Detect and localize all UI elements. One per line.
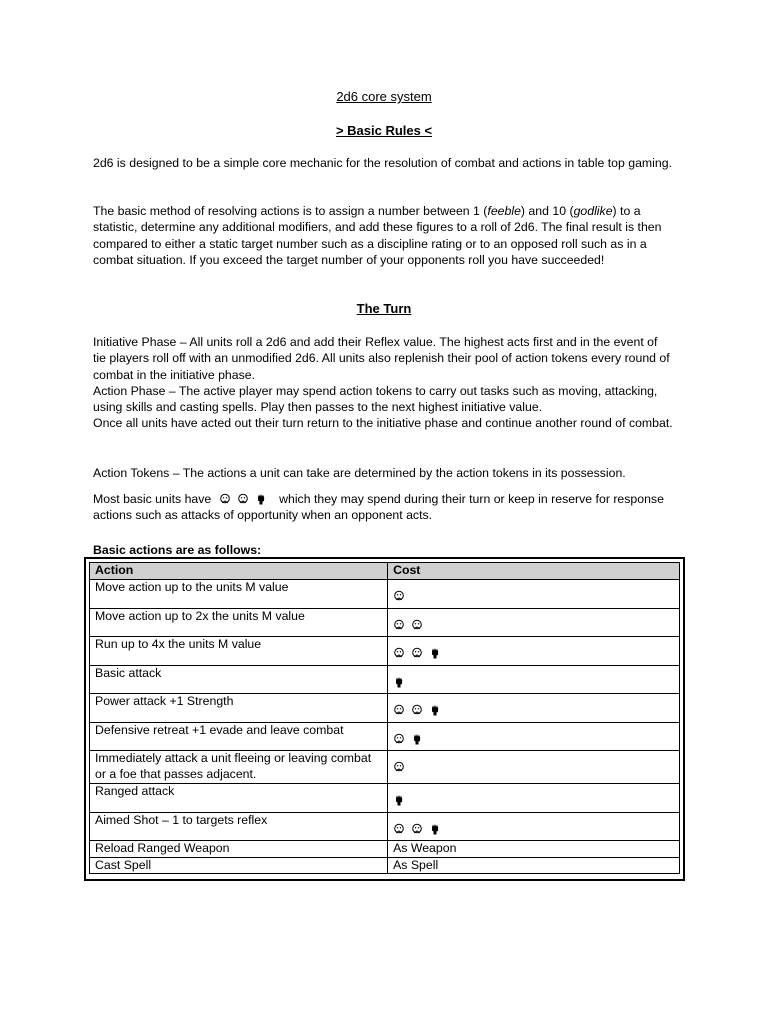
- basic-units-text-1: Most basic units have: [93, 492, 212, 506]
- table-row: [90, 580, 680, 609]
- fist-icon: [255, 493, 267, 505]
- cost-cell: [388, 665, 680, 694]
- action-tokens-paragraph: Action Tokens – The actions a unit can take are determined by the action tokens in its possession.: [93, 466, 626, 480]
- action-cell: Ranged attack: [90, 784, 388, 813]
- cost-cell: [388, 637, 680, 666]
- actions-table: [89, 562, 680, 874]
- running-figure-icon: [411, 704, 423, 716]
- section-heading-basic-rules: > Basic Rules <: [335, 123, 433, 138]
- section-heading-the-turn: The Turn: [356, 301, 412, 316]
- table-row: [90, 784, 680, 813]
- method-text-godlike: godlike: [573, 204, 613, 218]
- action-cell: Basic attack: [90, 665, 388, 694]
- cost-cell: As Spell: [388, 857, 680, 874]
- action-cell: Reload Ranged Weapon: [90, 841, 388, 858]
- cost-cell: [388, 722, 680, 751]
- running-figure-icon: [393, 704, 405, 716]
- running-figure-icon: [393, 823, 405, 835]
- inline-token-set: [219, 491, 273, 507]
- running-figure-icon: [411, 823, 423, 835]
- running-figure-icon: [393, 590, 405, 602]
- basic-units-text-2: which they may spend during their turn or keep in reserve for response actions such as attacks of opportunity when an opponent acts.: [93, 492, 664, 523]
- method-paragraph: [93, 203, 673, 268]
- basic-actions-label: Basic actions are as follows:: [93, 543, 262, 557]
- actions-table-frame: [84, 557, 685, 881]
- running-figure-icon: [411, 619, 423, 631]
- basic-units-paragraph: [93, 491, 673, 524]
- action-cell: Power attack +1 Strength: [90, 694, 388, 723]
- cost-cell: [388, 784, 680, 813]
- action-cell: Cast Spell: [90, 857, 388, 874]
- table-row: [90, 812, 680, 841]
- table-row: [90, 608, 680, 637]
- running-figure-icon: [393, 619, 405, 631]
- action-cell: Run up to 4x the units M value: [90, 637, 388, 666]
- method-text-1: The basic method of resolving actions is to assign a number between 1 (: [93, 204, 488, 218]
- action-cell: Aimed Shot – 1 to targets reflex: [90, 812, 388, 841]
- intro-paragraph: 2d6 is designed to be a simple core mechanic for the resolution of combat and actions in table top gaming.: [93, 156, 672, 170]
- table-header-row: [90, 563, 680, 580]
- method-text-3: ) to a statistic, determine any additional modifiers, and add these figures to a roll of 2d6. The final result is then compared to either a static target number such as a discipline rating or to an opposed roll such as in a combat situation. If you exceed the target number of your opponents roll you have succeeded!: [93, 204, 662, 267]
- initiative-phase-text: Initiative Phase – All units roll a 2d6 and add their Reflex value. The highest acts first and in the event of tie players roll off with an unmodified 2d6. All units also replenish their pool of action tokens every round of combat in the initiative phase.: [93, 335, 670, 382]
- running-figure-icon: [393, 647, 405, 659]
- running-figure-icon: [393, 733, 405, 745]
- action-cell: Move action up to the units M value: [90, 580, 388, 609]
- running-figure-icon: [219, 493, 231, 505]
- fist-icon: [429, 647, 441, 659]
- table-row: [90, 694, 680, 723]
- table-row: [90, 857, 680, 874]
- document-title: 2d6 core system: [336, 89, 432, 104]
- turn-paragraph: [93, 334, 673, 432]
- fist-icon: [411, 733, 423, 745]
- table-row: [90, 665, 680, 694]
- cost-cell: [388, 608, 680, 637]
- header-cost: Cost: [388, 563, 680, 580]
- running-figure-icon: [393, 761, 405, 773]
- round-continue-text: Once all units have acted out their turn return to the initiative phase and continue another round of combat.: [93, 416, 673, 431]
- fist-icon: [393, 676, 405, 688]
- table-row: [90, 841, 680, 858]
- method-text-feeble: feeble: [487, 204, 521, 218]
- fist-icon: [429, 823, 441, 835]
- cost-cell: [388, 580, 680, 609]
- cost-cell: As Weapon: [388, 841, 680, 858]
- table-row: [90, 722, 680, 751]
- cost-cell: [388, 694, 680, 723]
- header-action: Action: [90, 563, 388, 580]
- action-cell: Defensive retreat +1 evade and leave combat: [90, 722, 388, 751]
- action-cell: Immediately attack a unit fleeing or leaving combat or a foe that passes adjacent.: [90, 751, 388, 784]
- action-cell: Move action up to 2x the units M value: [90, 608, 388, 637]
- fist-icon: [429, 704, 441, 716]
- running-figure-icon: [411, 647, 423, 659]
- table-row: [90, 637, 680, 666]
- cost-cell: [388, 751, 680, 784]
- action-phase-text: Action Phase – The active player may spend action tokens to carry out tasks such as moving, attacking, using skills and casting spells. Play then passes to the next highest initiative value.: [93, 383, 658, 415]
- cost-cell: [388, 812, 680, 841]
- table-row: [90, 751, 680, 784]
- method-text-2: ) and 10 (: [520, 204, 574, 218]
- fist-icon: [393, 794, 405, 806]
- running-figure-icon: [237, 493, 249, 505]
